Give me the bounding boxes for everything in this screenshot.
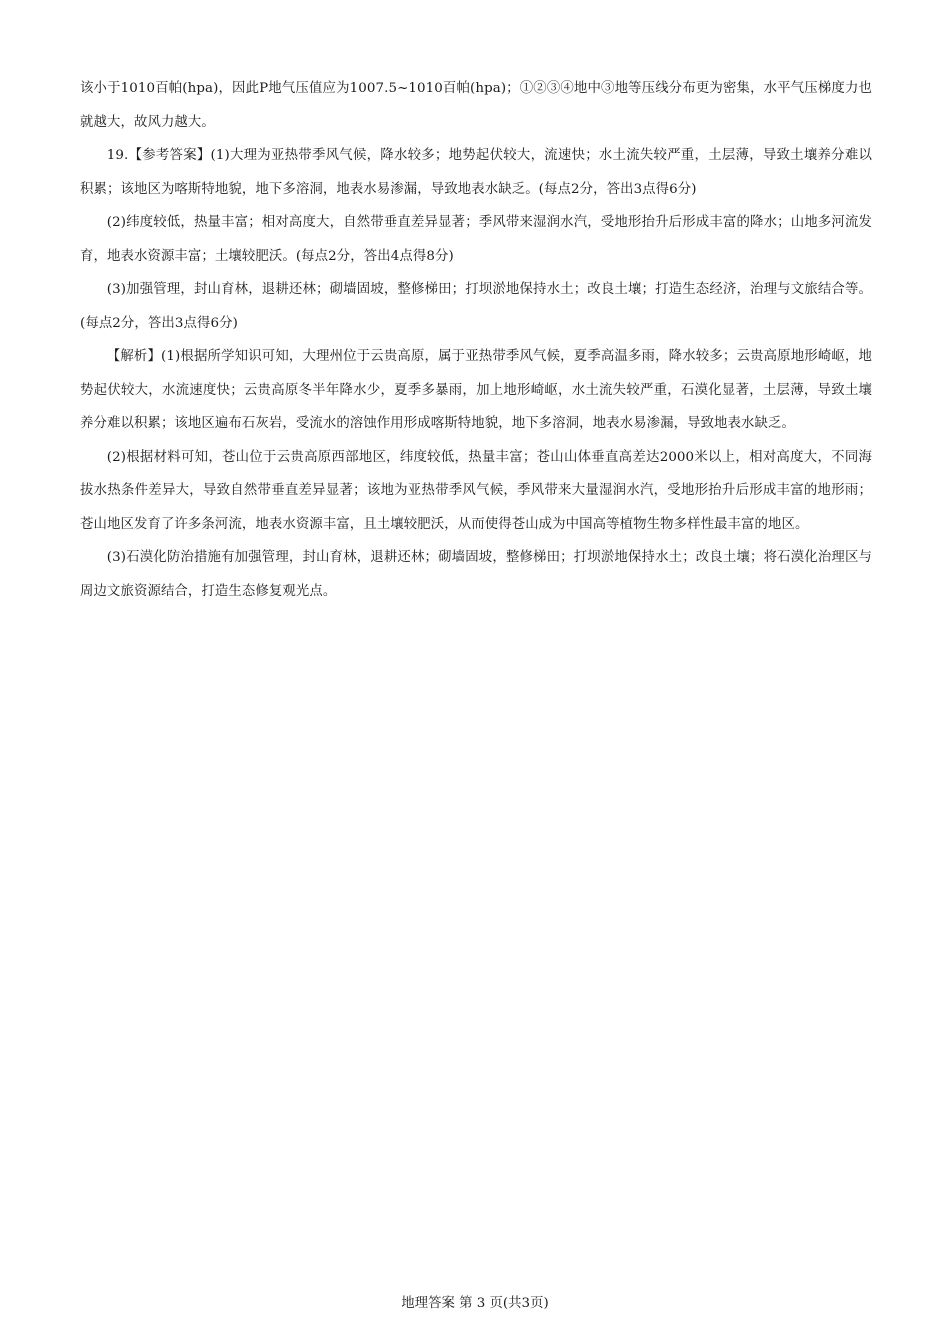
paragraph-q19-answer-2: (2)纬度较低，热量丰富；相对高度大，自然带垂直差异显著；季风带来湿润水汽，受地形抬升后形成丰富的降水；山地多河流发育，地表水资源丰富；土壤较肥沃。(每点2分，答出4点得8分) xyxy=(80,215,872,264)
paragraph-analysis-1: 【解析】(1)根据所学知识可知，大理州位于云贵高原，属于亚热带季风气候，夏季高温多雨，降水较多；云贵高原地形崎岖，地势起伏较大，水流速度快；云贵高原冬半年降水少，夏季多暴雨，加上地形崎岖，水土流失较严重，石漠化显著，土层薄，导致土壤养分难以积累；该地区遍布石灰岩，受流水的溶蚀作用形成喀斯特地貌，地下多溶洞，地表水易渗漏，导致地表水缺乏。 xyxy=(80,349,872,431)
paragraph-analysis-3: (3)石漠化防治措施有加强管理，封山育林，退耕还林；砌墙固坡，整修梯田；打坝淤地保持水土；改良土壤；将石漠化治理区与周边文旅资源结合，打造生态修复观光点。 xyxy=(80,550,872,599)
paragraph-q19-answer-1: 19.【参考答案】(1)大理为亚热带季风气候，降水较多；地势起伏较大，流速快；水土流失较严重，土层薄，导致土壤养分难以积累；该地区为喀斯特地貌，地下多溶洞，地表水易渗漏，导致地表水缺乏。(每点2分，答出3点得6分) xyxy=(80,148,872,197)
paragraph-analysis-2: (2)根据材料可知，苍山位于云贵高原西部地区，纬度较低，热量丰富；苍山山体垂直高差达2000米以上，相对高度大，不同海拔水热条件差异大，导致自然带垂直差异显著；该地为亚热带季风气候，季风带来大量湿润水汽，受地形抬升后形成丰富的地形雨；苍山地区发育了许多条河流，地表水资源丰富，且土壤较肥沃，从而使得苍山成为中国高等植物生物多样性最丰富的地区。 xyxy=(80,449,872,532)
paragraph-q19-answer-3: (3)加强管理，封山育林，退耕还林；砌墙固坡，整修梯田；打坝淤地保持水土；改良土壤；打造生态经济，治理与文旅结合等。(每点2分，答出3点得6分) xyxy=(80,282,872,331)
paragraph-continuation: 该小于1010百帕(hpa)，因此P地气压值应为1007.5~1010百帕(hpa)；①②③④地中③地等压线分布更为密集，水平气压梯度力也就越大，故风力越大。 xyxy=(80,81,872,130)
page-footer: 地理答案 第 3 页(共3页) xyxy=(401,1296,549,1311)
answer-content xyxy=(80,72,872,608)
